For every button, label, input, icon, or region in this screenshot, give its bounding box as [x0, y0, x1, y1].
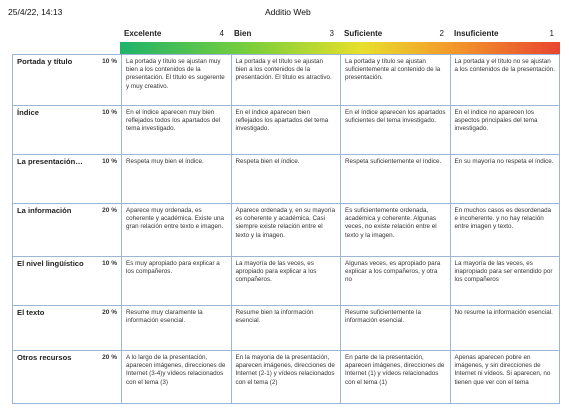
descriptor-cell: Respeta muy bien el índice. — [122, 155, 232, 204]
level-suficiente — [340, 27, 448, 41]
table-row — [13, 106, 560, 155]
descriptor-cell: En muchos casos es desordenada e incoherente. y no hay relación entre imagen y texto. — [450, 204, 560, 257]
descriptor-cell: Es muy apropiado para explicar a los compañeros. — [122, 257, 232, 306]
descriptor-cell: En el índice no aparecen los aspectos principales del tema investigado. — [450, 106, 560, 155]
level-name: Insuficiente — [454, 29, 499, 38]
criterion-name: Otros recursos — [17, 353, 72, 362]
criterion-weight: 20 % — [102, 207, 117, 214]
descriptor-cell: Es suficientemente ordenada, académica y coherente. Algunas veces, no existe relación entre el texto y la imagen. — [341, 204, 451, 257]
descriptor-cell: Aparece muy ordenada, es coherente y académica. Existe una gran relación entre texto e imagen. — [122, 204, 232, 257]
descriptor-cell: Aparece ordenada y, en su mayoría es coherente y académica. Casi siempre existe relación entre el texto y la imagen. — [231, 204, 341, 257]
descriptor-cell: La portada y título se ajustan suficientemente al contenido de la presentación. — [341, 55, 451, 106]
descriptor-cell: La portada y título se ajustan muy bien a los contenidos de la presentación. El título es sugerente y muy creativo. — [122, 55, 232, 106]
criterion-cell — [13, 155, 122, 204]
criterion-name: El nivel lingüístico — [17, 259, 84, 268]
descriptor-cell: Respeta suficientemente el índice. — [341, 155, 451, 204]
criterion-weight: 20 % — [102, 354, 117, 361]
descriptor-cell: No resume la información esencial. — [450, 306, 560, 351]
descriptor-cell: La portada y el título se ajustan bien a los contenidos de la presentación. El título es atractivo. — [231, 55, 341, 106]
level-bien — [230, 27, 338, 41]
level-score: 1 — [549, 29, 554, 38]
criterion-name: La información — [17, 206, 72, 215]
descriptor-cell: En el índice aparecen los apartados suficientes del tema investigado. — [341, 106, 451, 155]
descriptor-cell: En la mayoría de la presentación, aparecen imágenes, direcciones de Internet (2-1) y vídeos relacionados con el tema (2) — [231, 351, 341, 404]
descriptor-cell: La mayoría de las veces, es apropiado para explicar a los compañeros. — [231, 257, 341, 306]
criterion-weight: 10 % — [102, 58, 117, 65]
criterion-weight: 20 % — [102, 309, 117, 316]
table-row — [13, 55, 560, 106]
rubric-table — [12, 54, 560, 404]
table-row — [13, 306, 560, 351]
descriptor-cell: La portada y el título no se ajustan a los contenidos de la presentación. — [450, 55, 560, 106]
criterion-name: Portada y título — [17, 57, 73, 66]
descriptor-cell: Respeta bien el índice. — [231, 155, 341, 204]
criterion-name: Índice — [17, 108, 39, 117]
app-name: Additio Web — [265, 7, 311, 17]
level-header-row — [120, 27, 560, 41]
table-row — [13, 204, 560, 257]
descriptor-cell: Apenas aparecen pobre en imágenes, y sin direcciones de Internet ni vídeos. Si aparecen, no tienen que ver con el tema — [450, 351, 560, 404]
criterion-weight: 10 % — [102, 260, 117, 267]
level-score: 2 — [439, 29, 444, 38]
table-row — [13, 257, 560, 306]
level-insuficiente — [450, 27, 558, 41]
criterion-name: El texto — [17, 308, 45, 317]
level-name: Suficiente — [344, 29, 383, 38]
descriptor-cell: En el índice aparecen muy bien reflejados todos los apartados del tema investigado. — [122, 106, 232, 155]
print-header — [0, 0, 569, 22]
level-score: 3 — [329, 29, 334, 38]
level-name: Excelente — [124, 29, 162, 38]
descriptor-cell: En el índice aparecen bien reflejados los apartados del tema investigado. — [231, 106, 341, 155]
criterion-cell — [13, 257, 122, 306]
criterion-cell — [13, 55, 122, 106]
criterion-cell — [13, 204, 122, 257]
level-name: Bien — [234, 29, 252, 38]
criterion-cell — [13, 306, 122, 351]
descriptor-cell: En parte de la presentación, aparecen imágenes, direcciones de Internet (1) y vídeos relacionados con el tema (1) — [341, 351, 451, 404]
descriptor-cell: La mayoría de las veces, es inapropiado para ser entendido por los compañeros — [450, 257, 560, 306]
descriptor-cell: Resume bien la información esencial. — [231, 306, 341, 351]
print-timestamp: 25/4/22, 14:13 — [8, 7, 63, 17]
descriptor-cell: Resume suficientemente la información esencial. — [341, 306, 451, 351]
criterion-weight: 10 % — [102, 109, 117, 116]
criterion-cell — [13, 351, 122, 404]
score-gradient-bar — [120, 42, 560, 54]
descriptor-cell: Algunas veces, es apropiado para explicar a los compañeros, y otra no — [341, 257, 451, 306]
level-excelente — [120, 27, 228, 41]
criterion-weight: 10 % — [102, 158, 117, 165]
descriptor-cell: A lo largo de la presentación, aparecen imágenes, direcciones de Internet (3-4)y vídeos relacionados con el tema (3) — [122, 351, 232, 404]
criterion-name: La presentación… — [17, 157, 83, 166]
table-row — [13, 351, 560, 404]
table-row — [13, 155, 560, 204]
descriptor-cell: En su mayoría no respeta el índice. — [450, 155, 560, 204]
level-score: 4 — [219, 29, 224, 38]
descriptor-cell: Resume muy claramente la información esencial. — [122, 306, 232, 351]
criterion-cell — [13, 106, 122, 155]
